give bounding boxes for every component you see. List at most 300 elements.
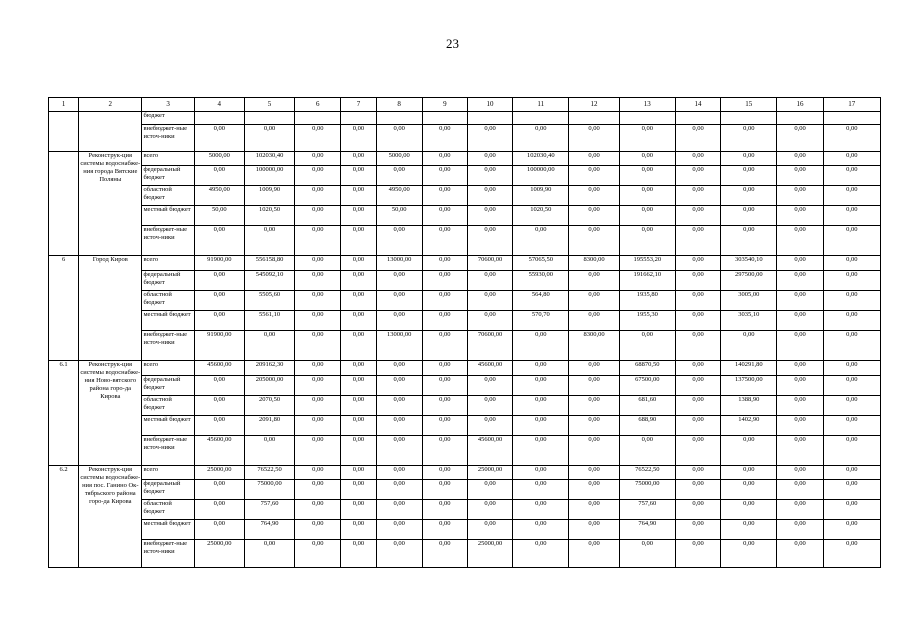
value-cell: 0,00: [721, 206, 777, 226]
value-cell: 0,00: [513, 396, 569, 416]
value-cell: 0,00: [823, 331, 880, 361]
value-cell: 0,00: [295, 125, 341, 152]
value-cell: 0,00: [675, 396, 720, 416]
value-cell: 0,00: [721, 480, 777, 500]
value-cell: 0,00: [467, 291, 512, 311]
value-cell: 0,00: [721, 226, 777, 256]
value-cell: 0,00: [194, 291, 244, 311]
value-cell: 0,00: [341, 480, 376, 500]
value-cell: 0,00: [341, 152, 376, 166]
value-cell: 0,00: [194, 416, 244, 436]
value-cell: 0,00: [341, 166, 376, 186]
value-cell: 0,00: [777, 396, 823, 416]
value-cell: 91900,00: [194, 256, 244, 271]
value-cell: 0,00: [675, 166, 720, 186]
table-row: [49, 500, 881, 520]
value-cell: 0,00: [823, 520, 880, 540]
value-cell: 0,00: [422, 226, 467, 256]
value-cell: 0,00: [777, 540, 823, 568]
table-row: [49, 271, 881, 291]
value-cell: 0,00: [422, 166, 467, 186]
value-cell: 0,00: [823, 152, 880, 166]
value-cell: 0,00: [295, 206, 341, 226]
value-cell: 0,00: [721, 500, 777, 520]
funding-source-cell: всего: [142, 361, 194, 376]
value-cell: 0,00: [295, 226, 341, 256]
funding-source-cell: внебюджет-ные источ-ники: [142, 540, 194, 568]
value-cell: 0,00: [244, 125, 294, 152]
value-cell: 0,00: [422, 186, 467, 206]
value-cell: 0,00: [513, 226, 569, 256]
header-cell: 16: [777, 98, 823, 112]
header-cell: 11: [513, 98, 569, 112]
value-cell: 0,00: [295, 166, 341, 186]
value-cell: 0,00: [675, 186, 720, 206]
value-cell: 0,00: [422, 206, 467, 226]
value-cell: 195553,20: [619, 256, 675, 271]
header-cell: 5: [244, 98, 294, 112]
value-cell: 0,00: [422, 271, 467, 291]
value-cell: 137500,00: [721, 376, 777, 396]
table-row: [49, 436, 881, 466]
value-cell: 0,00: [341, 376, 376, 396]
value-cell: 4950,00: [376, 186, 422, 206]
value-cell: 0,00: [569, 291, 619, 311]
value-cell: 0,00: [823, 466, 880, 480]
value-cell: 0,00: [376, 500, 422, 520]
row-number-cell: 6.1: [49, 361, 79, 466]
value-cell: 45600,00: [467, 361, 512, 376]
table-row: [49, 206, 881, 226]
value-cell: 0,00: [295, 376, 341, 396]
value-cell: 5000,00: [194, 152, 244, 166]
value-cell: 0,00: [244, 540, 294, 568]
value-cell: 25000,00: [467, 540, 512, 568]
value-cell: 0,00: [422, 436, 467, 466]
funding-source-cell: областной бюджет: [142, 186, 194, 206]
value-cell: 0,00: [569, 152, 619, 166]
value-cell: 4950,00: [194, 186, 244, 206]
value-cell: 0,00: [823, 226, 880, 256]
value-cell: 0,00: [721, 520, 777, 540]
value-cell: 0,00: [422, 331, 467, 361]
funding-source-cell: федеральный бюджет: [142, 376, 194, 396]
value-cell: 0,00: [569, 311, 619, 331]
value-cell: 0,00: [422, 500, 467, 520]
value-cell: 0,00: [675, 311, 720, 331]
value-cell: 0,00: [341, 436, 376, 466]
value-cell: 0,00: [777, 331, 823, 361]
funding-source-cell: бюджет: [142, 112, 194, 125]
value-cell: 0,00: [467, 500, 512, 520]
value-cell: 0,00: [777, 480, 823, 500]
value-cell: 0,00: [675, 466, 720, 480]
value-cell: 0,00: [675, 256, 720, 271]
value-cell: 1009,90: [244, 186, 294, 206]
value-cell: 0,00: [194, 520, 244, 540]
value-cell: 0,00: [341, 256, 376, 271]
value-cell: 0,00: [295, 416, 341, 436]
value-cell: 0,00: [721, 152, 777, 166]
value-cell: 0,00: [823, 256, 880, 271]
value-cell: [619, 112, 675, 125]
value-cell: 0,00: [467, 186, 512, 206]
funding-source-cell: всего: [142, 466, 194, 480]
value-cell: 0,00: [376, 466, 422, 480]
value-cell: 0,00: [341, 271, 376, 291]
value-cell: 0,00: [513, 500, 569, 520]
value-cell: 0,00: [675, 520, 720, 540]
value-cell: 0,00: [376, 291, 422, 311]
value-cell: 0,00: [244, 331, 294, 361]
value-cell: [675, 112, 720, 125]
funding-source-cell: местный бюджет: [142, 311, 194, 331]
value-cell: 0,00: [341, 125, 376, 152]
value-cell: 3035,10: [721, 311, 777, 331]
value-cell: 556158,80: [244, 256, 294, 271]
value-cell: 0,00: [376, 226, 422, 256]
value-cell: 0,00: [244, 436, 294, 466]
object-name-cell: [79, 112, 142, 152]
value-cell: 0,00: [244, 226, 294, 256]
header-cell: 9: [422, 98, 467, 112]
value-cell: 0,00: [823, 166, 880, 186]
value-cell: 2070,50: [244, 396, 294, 416]
value-cell: 0,00: [295, 480, 341, 500]
value-cell: 0,00: [194, 500, 244, 520]
value-cell: 0,00: [675, 436, 720, 466]
value-cell: 0,00: [721, 166, 777, 186]
value-cell: 0,00: [619, 331, 675, 361]
value-cell: 0,00: [675, 416, 720, 436]
value-cell: 0,00: [341, 361, 376, 376]
value-cell: 140291,80: [721, 361, 777, 376]
value-cell: 0,00: [777, 125, 823, 152]
value-cell: [467, 112, 512, 125]
value-cell: 100000,00: [244, 166, 294, 186]
value-cell: 0,00: [823, 361, 880, 376]
table-row: [49, 186, 881, 206]
value-cell: [823, 112, 880, 125]
value-cell: 102030,40: [513, 152, 569, 166]
value-cell: 13000,00: [376, 331, 422, 361]
value-cell: 0,00: [619, 206, 675, 226]
value-cell: 0,00: [376, 125, 422, 152]
value-cell: 0,00: [569, 271, 619, 291]
value-cell: 0,00: [513, 331, 569, 361]
value-cell: 0,00: [422, 291, 467, 311]
funding-source-cell: всего: [142, 256, 194, 271]
value-cell: 0,00: [295, 331, 341, 361]
table-row: [49, 396, 881, 416]
header-cell: 4: [194, 98, 244, 112]
value-cell: 0,00: [295, 540, 341, 568]
value-cell: 0,00: [569, 376, 619, 396]
value-cell: 0,00: [341, 206, 376, 226]
table-row: [49, 152, 881, 166]
value-cell: 0,00: [376, 436, 422, 466]
value-cell: 75000,00: [244, 480, 294, 500]
funding-source-cell: внебюджет-ные источ-ники: [142, 226, 194, 256]
value-cell: 0,00: [467, 166, 512, 186]
funding-source-cell: областной бюджет: [142, 500, 194, 520]
value-cell: 0,00: [777, 500, 823, 520]
value-cell: 0,00: [341, 331, 376, 361]
value-cell: 0,00: [513, 436, 569, 466]
value-cell: 0,00: [823, 480, 880, 500]
value-cell: 0,00: [569, 361, 619, 376]
value-cell: 0,00: [675, 361, 720, 376]
header-row: [49, 98, 881, 112]
value-cell: 0,00: [376, 396, 422, 416]
value-cell: 0,00: [619, 226, 675, 256]
value-cell: 0,00: [376, 376, 422, 396]
header-cell: 7: [341, 98, 376, 112]
value-cell: 45600,00: [467, 436, 512, 466]
value-cell: 0,00: [619, 436, 675, 466]
value-cell: 70600,00: [467, 256, 512, 271]
page-number: 23: [446, 36, 459, 51]
value-cell: 57065,50: [513, 256, 569, 271]
value-cell: 0,00: [823, 311, 880, 331]
value-cell: [295, 112, 341, 125]
value-cell: 191662,10: [619, 271, 675, 291]
value-cell: 0,00: [513, 466, 569, 480]
value-cell: 0,00: [194, 396, 244, 416]
value-cell: 0,00: [376, 540, 422, 568]
value-cell: 0,00: [569, 166, 619, 186]
value-cell: 0,00: [422, 480, 467, 500]
value-cell: 0,00: [467, 226, 512, 256]
value-cell: 1388,90: [721, 396, 777, 416]
value-cell: 0,00: [675, 331, 720, 361]
value-cell: 25000,00: [194, 466, 244, 480]
header-cell: 17: [823, 98, 880, 112]
value-cell: 3005,00: [721, 291, 777, 311]
funding-source-cell: федеральный бюджет: [142, 480, 194, 500]
value-cell: 0,00: [619, 186, 675, 206]
value-cell: 0,00: [194, 226, 244, 256]
value-cell: 0,00: [341, 416, 376, 436]
value-cell: 0,00: [513, 520, 569, 540]
value-cell: 0,00: [295, 466, 341, 480]
value-cell: 0,00: [675, 540, 720, 568]
value-cell: 205000,00: [244, 376, 294, 396]
value-cell: 1955,30: [619, 311, 675, 331]
funding-source-cell: областной бюджет: [142, 396, 194, 416]
value-cell: 0,00: [422, 152, 467, 166]
value-cell: 0,00: [422, 125, 467, 152]
value-cell: [194, 112, 244, 125]
value-cell: 0,00: [376, 520, 422, 540]
value-cell: 764,90: [244, 520, 294, 540]
value-cell: 0,00: [777, 166, 823, 186]
row-number-cell: [49, 112, 79, 152]
table-row: [49, 416, 881, 436]
object-name-cell: Город Киров: [79, 256, 142, 361]
value-cell: 70600,00: [467, 331, 512, 361]
value-cell: 0,00: [295, 500, 341, 520]
row-number-cell: 6: [49, 256, 79, 361]
table-row: [49, 256, 881, 271]
value-cell: 1402,90: [721, 416, 777, 436]
table-row: [49, 361, 881, 376]
value-cell: 0,00: [376, 480, 422, 500]
value-cell: 0,00: [823, 540, 880, 568]
value-cell: 0,00: [823, 500, 880, 520]
value-cell: 0,00: [619, 166, 675, 186]
value-cell: 45600,00: [194, 361, 244, 376]
header-cell: 8: [376, 98, 422, 112]
value-cell: 0,00: [777, 436, 823, 466]
value-cell: 0,00: [777, 376, 823, 396]
value-cell: 0,00: [777, 226, 823, 256]
value-cell: 0,00: [777, 152, 823, 166]
value-cell: 0,00: [295, 256, 341, 271]
table-row: [49, 480, 881, 500]
value-cell: 570,70: [513, 311, 569, 331]
value-cell: 0,00: [295, 152, 341, 166]
value-cell: 0,00: [777, 311, 823, 331]
value-cell: 0,00: [513, 125, 569, 152]
value-cell: 0,00: [675, 291, 720, 311]
value-cell: 0,00: [295, 271, 341, 291]
value-cell: 0,00: [619, 125, 675, 152]
value-cell: 0,00: [777, 416, 823, 436]
value-cell: 0,00: [513, 416, 569, 436]
budget-table: [48, 97, 881, 568]
value-cell: [513, 112, 569, 125]
object-name-cell: Реконструк-ция системы водоснабже-ния города Вятские Поляны: [79, 152, 142, 256]
value-cell: 0,00: [467, 206, 512, 226]
value-cell: 0,00: [721, 125, 777, 152]
value-cell: 0,00: [675, 271, 720, 291]
value-cell: 0,00: [513, 361, 569, 376]
value-cell: 688,90: [619, 416, 675, 436]
value-cell: 0,00: [467, 376, 512, 396]
value-cell: 50,00: [194, 206, 244, 226]
value-cell: 0,00: [823, 416, 880, 436]
value-cell: 0,00: [823, 206, 880, 226]
value-cell: 0,00: [569, 206, 619, 226]
value-cell: 2091,80: [244, 416, 294, 436]
value-cell: 55930,00: [513, 271, 569, 291]
value-cell: 0,00: [777, 206, 823, 226]
value-cell: 0,00: [422, 466, 467, 480]
value-cell: 0,00: [422, 256, 467, 271]
value-cell: 0,00: [194, 125, 244, 152]
table-row: [49, 112, 881, 125]
value-cell: 76522,50: [619, 466, 675, 480]
value-cell: 0,00: [823, 291, 880, 311]
value-cell: 0,00: [619, 152, 675, 166]
row-number-cell: [49, 152, 79, 256]
value-cell: 5000,00: [376, 152, 422, 166]
value-cell: 0,00: [467, 311, 512, 331]
header-cell: 15: [721, 98, 777, 112]
value-cell: 0,00: [295, 436, 341, 466]
table-row: [49, 311, 881, 331]
value-cell: 545092,10: [244, 271, 294, 291]
object-name-cell: Реконструк-ция системы водоснабже-ния Ново-вятского района горо-да Кирова: [79, 361, 142, 466]
value-cell: [341, 112, 376, 125]
value-cell: 0,00: [422, 520, 467, 540]
value-cell: 0,00: [467, 396, 512, 416]
object-name-cell: Реконструк-ция системы водоснабже-ния пос. Ганино Ок-тябрьского района горо-да Кирова: [79, 466, 142, 568]
value-cell: 1020,50: [244, 206, 294, 226]
value-cell: 0,00: [295, 361, 341, 376]
value-cell: 0,00: [569, 226, 619, 256]
value-cell: 0,00: [341, 396, 376, 416]
value-cell: 0,00: [619, 540, 675, 568]
table-row: [49, 540, 881, 568]
value-cell: 0,00: [721, 540, 777, 568]
value-cell: 0,00: [467, 416, 512, 436]
value-cell: 0,00: [569, 186, 619, 206]
value-cell: 0,00: [777, 291, 823, 311]
value-cell: 564,80: [513, 291, 569, 311]
value-cell: 0,00: [467, 125, 512, 152]
value-cell: 0,00: [823, 271, 880, 291]
value-cell: 757,60: [619, 500, 675, 520]
value-cell: 0,00: [721, 436, 777, 466]
value-cell: 0,00: [721, 466, 777, 480]
value-cell: 0,00: [569, 396, 619, 416]
value-cell: 0,00: [341, 466, 376, 480]
value-cell: [721, 112, 777, 125]
value-cell: 0,00: [295, 311, 341, 331]
value-cell: 0,00: [675, 226, 720, 256]
table-row: [49, 125, 881, 152]
table-row: [49, 331, 881, 361]
value-cell: 0,00: [341, 311, 376, 331]
value-cell: 5505,60: [244, 291, 294, 311]
funding-source-cell: областной бюджет: [142, 291, 194, 311]
value-cell: 0,00: [569, 466, 619, 480]
value-cell: 0,00: [675, 480, 720, 500]
value-cell: 0,00: [513, 376, 569, 396]
value-cell: 0,00: [777, 271, 823, 291]
value-cell: 0,00: [376, 271, 422, 291]
value-cell: 0,00: [341, 291, 376, 311]
value-cell: 25000,00: [467, 466, 512, 480]
header-cell: 6: [295, 98, 341, 112]
table-row: [49, 520, 881, 540]
value-cell: 0,00: [569, 436, 619, 466]
value-cell: 0,00: [823, 396, 880, 416]
header-cell: 1: [49, 98, 79, 112]
value-cell: 0,00: [422, 376, 467, 396]
value-cell: 764,90: [619, 520, 675, 540]
value-cell: [777, 112, 823, 125]
value-cell: 100000,00: [513, 166, 569, 186]
value-cell: 8300,00: [569, 256, 619, 271]
value-cell: [569, 112, 619, 125]
table-row: [49, 166, 881, 186]
value-cell: [376, 112, 422, 125]
value-cell: 0,00: [513, 540, 569, 568]
funding-source-cell: федеральный бюджет: [142, 166, 194, 186]
value-cell: 0,00: [675, 206, 720, 226]
table-row: [49, 226, 881, 256]
value-cell: 0,00: [341, 500, 376, 520]
value-cell: 76522,50: [244, 466, 294, 480]
value-cell: 303540,10: [721, 256, 777, 271]
value-cell: 0,00: [467, 520, 512, 540]
header-cell: 14: [675, 98, 720, 112]
value-cell: 91900,00: [194, 331, 244, 361]
value-cell: [244, 112, 294, 125]
